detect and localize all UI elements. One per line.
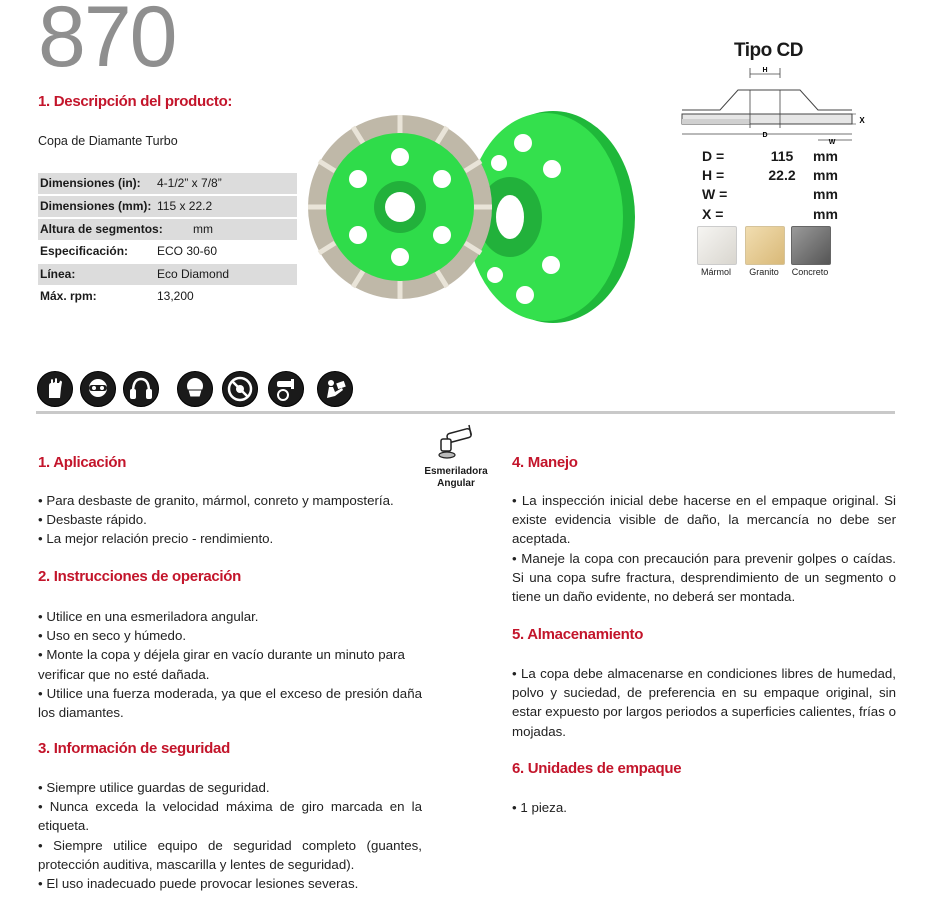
section-divider xyxy=(36,411,895,414)
list-item: • Para desbaste de granito, mármol, conreto y mampostería. xyxy=(38,493,394,508)
dimension-unit: mm xyxy=(813,167,838,183)
description-text: Copa de Diamante Turbo xyxy=(38,134,178,148)
list-item: • Monte la copa y déjela girar en vacío durante un minuto para verificar que no esté dañada. xyxy=(38,647,405,682)
spec-label: Máx. rpm: xyxy=(40,289,97,303)
list-item: • La mejor relación precio - rendimiento. xyxy=(38,531,274,547)
spec-label: Línea: xyxy=(40,267,76,281)
dimension-key: W = xyxy=(702,186,728,202)
list-item: • Maneje la copa con precaución para prevenir golpes o caídas. Si una copa sufre fractura, desprendimiento de un segmento o tiene un daño evidente, no deberá ser montada. xyxy=(512,550,896,605)
list-item: • Siempre utilice equipo de seguridad completo (guantes, protección auditiva, mascarilla y lentes de seguridad). xyxy=(38,837,422,872)
material-label: Mármol xyxy=(700,267,731,277)
list-item: • Siempre utilice guardas de seguridad. xyxy=(38,780,270,795)
spec-value: mm xyxy=(193,222,213,236)
spec-row xyxy=(38,286,297,307)
dimension-key: D = xyxy=(702,148,725,164)
read-manual-icon xyxy=(317,371,353,407)
section-body-aplicacion xyxy=(38,491,422,549)
material-label: Concreto xyxy=(791,267,829,277)
section-heading-instrucciones: 2. Instrucciones de operación xyxy=(38,568,242,585)
list-item: • La copa debe almacenarse en condiciones libres de humedad, polvo y suciedad, de preferencia en su empaque original, sin estar expuesto por largos periodos a superficies calientes, frías o mojadas. xyxy=(512,666,896,739)
spec-row xyxy=(38,241,297,262)
spec-value: 115 x 22.2 xyxy=(157,199,213,213)
spec-value: 13,200 xyxy=(157,289,194,303)
diagram-label-x: X xyxy=(859,116,865,125)
ear-protection-icon xyxy=(123,371,159,407)
no-wet-icon xyxy=(222,371,258,407)
mask-icon xyxy=(177,371,213,407)
section-body-instrucciones xyxy=(38,607,422,722)
list-item: • Uso en seco y húmedo. xyxy=(38,628,187,644)
gloves-icon xyxy=(37,371,73,407)
list-item: • Utilice en una esmeriladora angular. xyxy=(38,609,259,624)
description-heading: 1. Descripción del producto: xyxy=(38,93,233,110)
list-item: • La inspección inicial debe hacerse en el empaque original. Si existe evidencia visible de daño, la mercancía no debe ser aceptada. xyxy=(512,493,896,547)
dimension-key: H = xyxy=(702,167,725,183)
section-heading-almacenamiento: 5. Almacenamiento xyxy=(512,626,644,643)
section-heading-empaque: 6. Unidades de empaque xyxy=(512,760,682,777)
list-item: • Nunca exceda la velocidad máxima de giro marcada en la etiqueta. xyxy=(38,799,422,834)
material-label: Granito xyxy=(749,267,779,277)
dimension-unit: mm xyxy=(813,186,838,202)
spec-value: Eco Diamond xyxy=(157,267,230,281)
dimension-unit: mm xyxy=(813,206,838,222)
tool-label-line1: Esmeriladora xyxy=(424,466,488,477)
dimension-row xyxy=(702,185,862,204)
spec-row xyxy=(38,264,297,285)
list-item: • 1 pieza. xyxy=(512,800,567,815)
section-heading-manejo: 4. Manejo xyxy=(512,454,578,471)
section-body-empaque xyxy=(512,798,896,817)
dimension-unit: mm xyxy=(813,148,838,164)
angle-grinder-icon xyxy=(437,421,479,463)
marble-icon xyxy=(697,226,737,265)
cup-side-view xyxy=(467,111,635,323)
granite-icon xyxy=(745,226,785,265)
diagram-title: Tipo CD xyxy=(734,40,803,61)
product-image xyxy=(305,85,640,325)
spec-row xyxy=(38,196,297,217)
diagram-label-h: H xyxy=(762,67,768,74)
dimension-key: X = xyxy=(702,206,724,222)
section-body-manejo xyxy=(512,491,896,606)
concrete-icon xyxy=(791,226,831,265)
section-heading-seguridad: 3. Información de seguridad xyxy=(38,740,230,757)
cup-diagram xyxy=(680,62,870,144)
spec-label: Altura de segmentos: xyxy=(40,222,163,236)
spec-row xyxy=(38,219,297,240)
goggles-icon xyxy=(80,371,116,407)
spec-label: Dimensiones (mm): xyxy=(40,199,152,213)
tool-label-line2: Angular xyxy=(437,478,475,489)
angle-grinder-icon xyxy=(268,371,304,407)
tool-label xyxy=(420,466,492,490)
dimension-row xyxy=(702,205,862,224)
dimension-value: 22.2 xyxy=(768,167,796,183)
spec-value: ECO 30-60 xyxy=(157,244,218,258)
section-heading-aplicacion: 1. Aplicación xyxy=(38,454,127,471)
spec-label: Dimensiones (in): xyxy=(40,176,141,190)
cup-face-view xyxy=(308,115,492,299)
section-body-almacenamiento xyxy=(512,664,896,741)
diagram-label-w: W xyxy=(828,139,836,144)
dimension-value: 115 xyxy=(770,148,794,164)
spec-label: Especificación: xyxy=(40,244,129,258)
list-item: • Desbaste rápido. xyxy=(38,512,147,528)
spec-row xyxy=(38,173,297,194)
diagram-label-d: D xyxy=(762,132,768,139)
section-body-seguridad xyxy=(38,778,422,893)
dimension-row xyxy=(702,147,862,166)
list-item: • Utilice una fuerza moderada, ya que el exceso de presión daña los diamantes. xyxy=(38,685,422,721)
spec-value: 4-1/2” x 7/8” xyxy=(157,176,222,190)
list-item: • El uso inadecuado puede provocar lesiones severas. xyxy=(38,876,359,892)
model-number: 870 xyxy=(38,0,176,85)
dimension-row xyxy=(702,166,862,185)
